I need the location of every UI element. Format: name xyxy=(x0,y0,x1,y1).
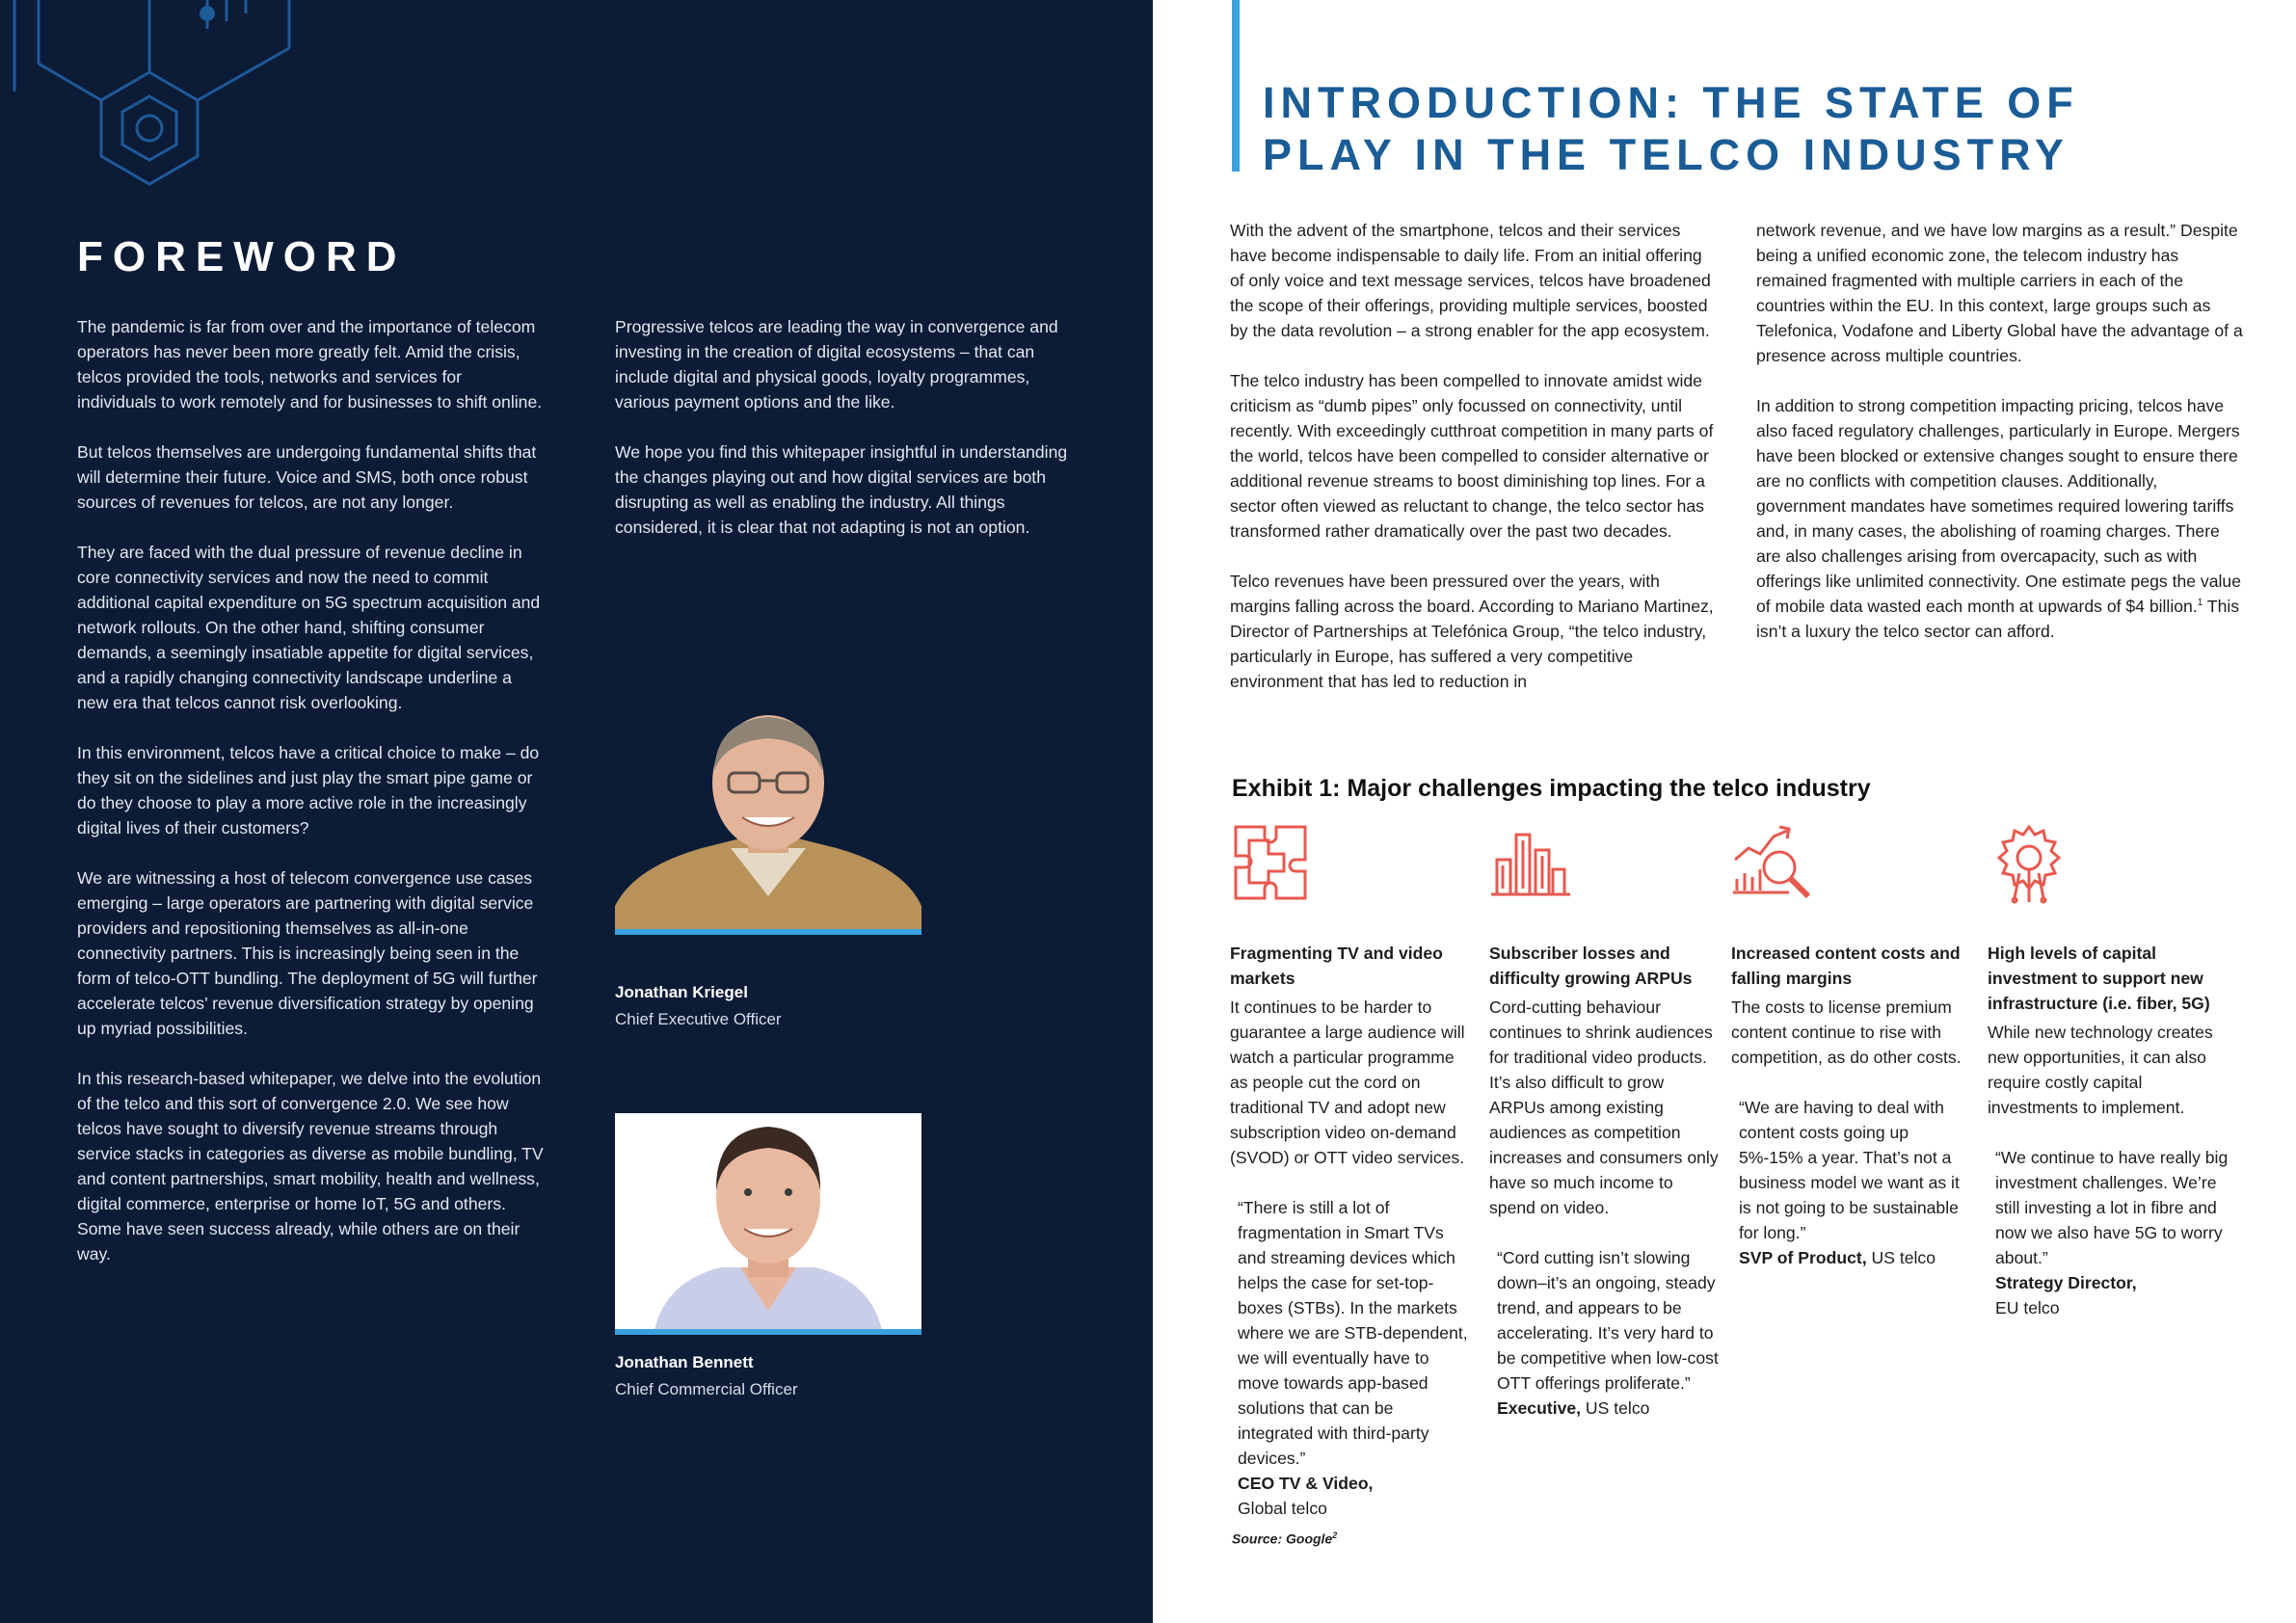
person-photo xyxy=(615,713,921,935)
challenge-body: The costs to license premium content continue to rise with competition, as do other costs. xyxy=(1731,998,1962,1067)
challenge-heading: Subscriber losses and difficulty growing ARPUs xyxy=(1489,944,1693,988)
source-note xyxy=(1232,1530,1337,1547)
attribution-org: Global telco xyxy=(1238,1499,1327,1518)
paragraph: The telco industry has been compelled to innovate amidst wide criticism as “dumb pipes” only focussed on connectivity, until recently. With exceedingly cutthroat competition in many parts of the world, telcos have been compelled to consider alternative or additional revenue streams to boost diminishing top lines. For a sector often viewed as reluctant to change, the telco sector has transformed rather dramatically over the past two decades. xyxy=(1230,371,1714,541)
foreword-title: FOREWORD xyxy=(77,233,407,280)
person-name: Jonathan Bennett xyxy=(615,1353,754,1371)
foreword-column-1 xyxy=(77,314,545,1291)
title-accent-bar xyxy=(1232,0,1240,172)
person-name: Jonathan Kriegel xyxy=(615,983,748,1001)
paragraph: Telco revenues have been pressured over the years, with margins falling across the board. According to Mariano Martinez, Director of Partnerships at Telefónica Group, “the telco industry, particularly in Europe, has suffered a very competitive environment that has led to reduction in xyxy=(1230,572,1714,691)
exhibit-title: Exhibit 1: Major challenges impacting the telco industry xyxy=(1232,775,1871,802)
paragraph-text: In addition to strong competition impacting pricing, telcos have also faced regulatory challenges, particularly in Europe. Mergers have been blocked or extensive changes sought to ensure there are no conflicts with competition clauses. Additionally, government mandates have sometimes required lowering tariffs and, in many cases, the abolishing of roaming charges. There are also challenges arising from overcapacity, such as with offerings like unlimited connectivity. One estimate pegs the value of mobile data wasted each month at upwards of $4 billion. xyxy=(1756,396,2241,616)
foreword-column-2 xyxy=(615,314,1078,565)
attribution-org: US telco xyxy=(1866,1248,1936,1267)
intro-column-2 xyxy=(1756,218,2243,669)
title-line: INTRODUCTION: THE STATE OF xyxy=(1263,78,2079,127)
paragraph: network revenue, and we have low margins as a result.” Despite being a unified economic zone, the telecom industry has remained fragmented with multiple carriers in each of the countries within the EU. In this context, large groups such as Telefonica, Vodafone and Liberty Global have the advantage of a presence across multiple countries. xyxy=(1756,221,2243,365)
challenge-body: It continues to be harder to guarantee a large audience will watch a particular programme as people cut the cord on traditional TV and adopt new subscription video on-demand (SVOD) or OTT video services. xyxy=(1230,998,1465,1167)
challenge-heading: Increased content costs and falling margins xyxy=(1731,944,1961,988)
challenge-heading: Fragmenting TV and video markets xyxy=(1230,944,1443,988)
challenge-body: Cord-cutting behaviour continues to shrink audiences for traditional video products. It’s also difficult to grow ARPUs among existing audiences as competition increases and consumers only have so much income to spend on video. xyxy=(1489,998,1719,1217)
challenge-fragmenting-tv xyxy=(1230,821,1471,1521)
paragraph xyxy=(1756,393,2243,644)
challenge-heading: High levels of capital investment to support new infrastructure (i.e. fiber, 5G) xyxy=(1988,944,2210,1013)
paragraph: The pandemic is far from over and the importance of telecom operators has never been more greatly felt. Amid the crisis, telcos provided the tools, networks and services for individuals to work remotely and for businesses to shift online. xyxy=(77,317,543,412)
page-title xyxy=(1263,77,2130,181)
portrait-jonathan-kriegel xyxy=(615,713,921,935)
challenge-quote: “Cord cutting isn’t slowing down–it’s an ongoing, steady trend, and appears to be accelerating. It’s very hard to be competitive when low-cost OTT offerings proliferate.” xyxy=(1497,1248,1719,1393)
footnote-marker: 2 xyxy=(1332,1530,1338,1540)
attribution-org: EU telco xyxy=(1995,1298,2060,1317)
quote-attribution xyxy=(1731,1245,1967,1270)
quote-attribution xyxy=(1230,1471,1471,1521)
person-role: Chief Executive Officer xyxy=(615,1010,782,1028)
attribution-title: CEO TV & Video, xyxy=(1238,1474,1374,1493)
challenge-capital-investment xyxy=(1988,821,2229,1320)
gear-circuit-icon xyxy=(1988,821,2070,904)
portrait-jonathan-bennett xyxy=(615,1113,921,1335)
paragraph: With the advent of the smartphone, telcos and their services have become indispensable to daily life. From an initial offering of only voice and text message services, telcos have broadened the scope of their offerings, providing multiple services, boosted by the data revolution – a strong enabler for the app ecosystem. xyxy=(1230,221,1711,340)
challenge-subscriber-losses xyxy=(1489,821,1721,1421)
challenge-quote: “We continue to have really big investment challenges. We’re still investing a lot in fibre and now we also have 5G to worry about.” xyxy=(1995,1148,2229,1267)
challenge-body: While new technology creates new opportunities, it can also require costly capital investments to implement. xyxy=(1988,1023,2213,1117)
declining-bars-icon xyxy=(1489,821,1572,904)
chart-magnifier-icon xyxy=(1731,821,1814,904)
challenge-content-costs xyxy=(1731,821,1967,1270)
person-photo xyxy=(615,1113,921,1335)
hexagon-network-decoration xyxy=(0,0,405,212)
paragraph: We hope you find this whitepaper insightful in understanding the changes playing out and how digital services are both disrupting as well as enabling the industry. All things considered, it is clear that not adapting is not an option. xyxy=(615,442,1068,537)
paragraph: We are witnessing a host of telecom convergence use cases emerging – large operators are partnering with digital service providers and repositioning themselves as all-in-one connectivity partners. This is increasingly being seen in the form of telco-OTT bundling. The deployment of 5G will further accelerate telcos’ revenue diversification strategy by opening up myriad possibilities. xyxy=(77,868,538,1038)
attribution-title: Executive, xyxy=(1497,1398,1582,1418)
footnote-marker: 1 xyxy=(2197,598,2203,609)
attribution-org: US telco xyxy=(1581,1398,1650,1418)
attribution-title: SVP of Product, xyxy=(1739,1248,1867,1267)
intro-column-1 xyxy=(1230,218,1717,719)
quote-attribution xyxy=(1489,1396,1721,1421)
puzzle-icon xyxy=(1230,821,1313,904)
introduction-page xyxy=(1153,0,2296,1623)
challenge-quote: “There is still a lot of fragmentation in Smart TVs and streaming devices which helps the case for set-top-boxes (STBs). In the markets where we are STB-dependent, we will eventually have to move towards app-based solutions that can be integrated with third-party devices.” xyxy=(1238,1198,1468,1468)
paragraph-text: This isn’t a luxury the telco sector can afford. xyxy=(1756,597,2240,641)
person-role: Chief Commercial Officer xyxy=(615,1380,798,1398)
quote-attribution xyxy=(1988,1270,2229,1320)
source-text: Source: Google xyxy=(1232,1530,1333,1547)
attribution-title: Strategy Director, xyxy=(1995,1273,2137,1292)
paragraph: They are faced with the dual pressure of revenue decline in core connectivity services and now the need to commit additional capital expenditure on 5G spectrum acquisition and network rollouts. On the other hand, shifting consumer demands, a seemingly insatiable appetite for digital services, and a rapidly changing connectivity landscape underline a new era that telcos cannot risk overlooking. xyxy=(77,543,541,712)
paragraph: In this environment, telcos have a critical choice to make – do they sit on the sidelines and just play the smart pipe game or do they choose to play a more active role in the increasingly digital lives of their customers? xyxy=(77,743,540,838)
paragraph: But telcos themselves are undergoing fundamental shifts that will determine their future. Voice and SMS, both once robust sources of revenues for telcos, are not any longer. xyxy=(77,442,537,512)
paragraph: Progressive telcos are leading the way in convergence and investing in the creation of digital ecosystems – that can include digital and physical goods, loyalty programmes, various payment options and the like. xyxy=(615,317,1058,412)
challenge-quote: “We are having to deal with content costs going up 5%-15% a year. That’s not a business model we want as it is not going to be sustainable for long.” xyxy=(1739,1098,1960,1242)
paragraph: In this research-based whitepaper, we delve into the evolution of the telco and this sort of convergence 2.0. We see how telcos have sought to diversify revenue streams through service stacks in categories as diverse as mobile bundling, TV and content partnerships, smart mobility, health and wellness, digital commerce, enterprise or home IoT, 5G and others. Some have seen success already, while others are on their way. xyxy=(77,1069,544,1264)
title-line: PLAY IN THE TELCO INDUSTRY xyxy=(1263,130,2069,179)
